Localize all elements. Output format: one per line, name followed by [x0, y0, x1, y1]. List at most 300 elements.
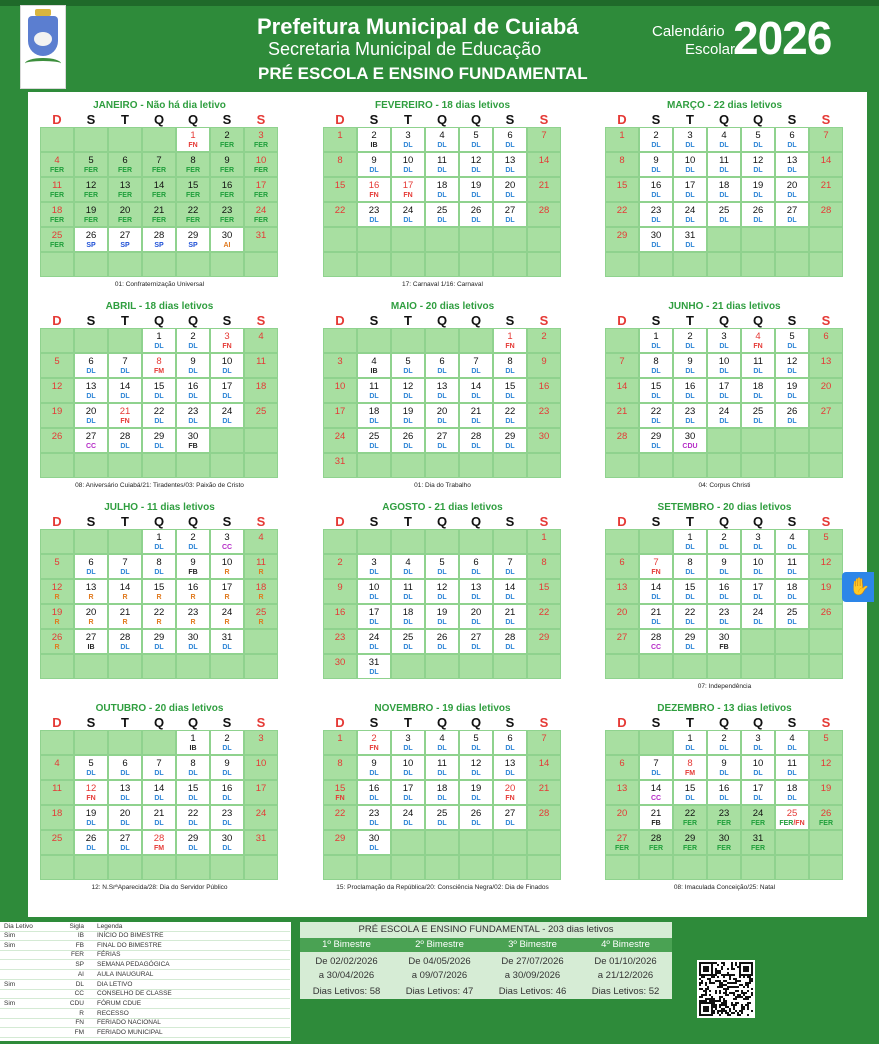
- day-tag: DL: [369, 443, 379, 450]
- empty-cell: [74, 328, 108, 353]
- day-cell: [108, 152, 142, 177]
- day-number: 16: [718, 582, 730, 593]
- day-number: 31: [255, 230, 267, 241]
- day-number: 29: [334, 833, 346, 844]
- day-number: 11: [437, 758, 447, 769]
- empty-cell: [673, 855, 707, 880]
- day-tag: DL: [719, 343, 729, 350]
- weekday-header: T: [686, 514, 694, 529]
- day-number: 2: [371, 733, 377, 744]
- day-cell: [639, 780, 673, 805]
- day-cell: [108, 227, 142, 252]
- empty-cell: [741, 252, 775, 277]
- day-number: 13: [85, 381, 97, 392]
- weekday-header: D: [617, 715, 627, 730]
- day-tag: R: [156, 619, 162, 626]
- day-tag: DL: [685, 644, 695, 651]
- day-tag: DL: [787, 167, 797, 174]
- weekday-header: S: [256, 112, 266, 127]
- day-tag: DL: [120, 820, 130, 827]
- weekday-header: Q: [470, 313, 482, 328]
- day-tag: FER: [186, 217, 200, 224]
- weekday-header: S: [86, 313, 96, 328]
- bimester-name: 3º Bimestre: [486, 938, 579, 952]
- day-tag: DL: [719, 594, 729, 601]
- day-number: 18: [786, 783, 798, 794]
- day-cell: [323, 830, 357, 855]
- day-cell: [323, 579, 357, 604]
- legend-code: FB: [75, 941, 84, 949]
- weekday-header: S: [369, 514, 379, 529]
- day-number: 8: [156, 557, 162, 568]
- day-tag: FB: [188, 443, 198, 450]
- weekday-header: D: [52, 514, 62, 529]
- day-number: 22: [684, 808, 696, 819]
- day-number: 30: [221, 230, 233, 241]
- day-tag: DL: [369, 669, 379, 676]
- day-number: 11: [719, 155, 729, 166]
- day-cell: [639, 629, 673, 654]
- day-tag: FER: [220, 217, 234, 224]
- empty-cell: [527, 855, 561, 880]
- day-tag: DL: [120, 368, 130, 375]
- day-cell: [108, 604, 142, 629]
- day-number: 3: [224, 532, 230, 543]
- month-footnote: 08: Imaculada Conceição/25: Natal: [673, 884, 776, 891]
- weekday-header: S: [821, 514, 831, 529]
- day-cell: [357, 830, 391, 855]
- day-number: 19: [85, 205, 97, 216]
- empty-cell: [425, 855, 459, 880]
- day-cell: [108, 177, 142, 202]
- empty-cell: [459, 830, 493, 855]
- day-number: 27: [119, 230, 131, 241]
- day-tag: R: [54, 594, 60, 601]
- day-number: 8: [687, 758, 693, 769]
- day-tag: DL: [651, 167, 661, 174]
- day-cell: [809, 403, 843, 428]
- day-tag: FN: [369, 745, 379, 752]
- day-cell: [707, 152, 741, 177]
- day-tag: DL: [222, 745, 232, 752]
- day-cell: [357, 353, 391, 378]
- day-number: 2: [653, 130, 659, 141]
- accessibility-button[interactable]: [842, 572, 874, 602]
- day-cell: [639, 579, 673, 604]
- day-number: 1: [190, 733, 196, 744]
- day-cell: [673, 604, 707, 629]
- day-number: 10: [368, 582, 380, 593]
- day-cell: [74, 378, 108, 403]
- empty-cell: [142, 453, 176, 478]
- day-cell: [673, 805, 707, 830]
- day-cell: [176, 805, 210, 830]
- qr-code[interactable]: [697, 960, 755, 1018]
- day-cell: [357, 579, 391, 604]
- day-cell: [391, 554, 425, 579]
- header-title: Prefeitura Municipal de Cuiabá: [257, 14, 579, 39]
- day-tag: FER: [254, 167, 268, 174]
- day-number: 26: [436, 632, 448, 643]
- day-cell: [459, 755, 493, 780]
- day-cell: [493, 378, 527, 403]
- day-number: 16: [684, 381, 696, 392]
- day-number: 5: [823, 532, 829, 543]
- day-tag: FER: [84, 217, 98, 224]
- day-number: 19: [786, 381, 798, 392]
- day-number: 15: [153, 381, 165, 392]
- legend-row: [0, 971, 290, 980]
- legend-is-school-day: Sim: [4, 941, 16, 949]
- empty-cell: [108, 730, 142, 755]
- day-number: 29: [153, 431, 165, 442]
- empty-cell: [108, 328, 142, 353]
- day-tag: DL: [787, 569, 797, 576]
- day-tag: DL: [787, 770, 797, 777]
- empty-cell: [357, 328, 391, 353]
- day-cell: [527, 353, 561, 378]
- day-cell: [357, 654, 391, 679]
- day-cell: [639, 805, 673, 830]
- day-cell: [527, 177, 561, 202]
- day-cell: [673, 579, 707, 604]
- day-cell: [74, 755, 108, 780]
- day-number: 4: [721, 130, 727, 141]
- day-tag: CC: [221, 544, 233, 551]
- day-cell: [391, 152, 425, 177]
- weekday-header: S: [651, 112, 661, 127]
- day-cell: [40, 604, 74, 629]
- day-cell: [459, 805, 493, 830]
- day-number: 22: [504, 406, 516, 417]
- day-cell: [493, 554, 527, 579]
- day-tag: DL: [437, 418, 447, 425]
- day-cell: [707, 328, 741, 353]
- empty-cell: [142, 252, 176, 277]
- day-cell: [639, 227, 673, 252]
- day-number: 23: [368, 808, 380, 819]
- day-cell: [40, 554, 74, 579]
- bimester-days: Dias Letivos: 58: [312, 986, 381, 997]
- day-cell: [244, 227, 278, 252]
- day-number: 14: [650, 783, 662, 794]
- day-tag: DL: [719, 745, 729, 752]
- day-number: 24: [255, 808, 267, 819]
- day-cell: [605, 554, 639, 579]
- day-tag: AI: [223, 242, 231, 249]
- day-number: 5: [473, 733, 479, 744]
- day-number: 3: [755, 532, 761, 543]
- day-number: 6: [619, 557, 625, 568]
- day-number: 2: [721, 733, 727, 744]
- empty-cell: [244, 654, 278, 679]
- day-tag: DL: [154, 343, 164, 350]
- day-number: 17: [752, 582, 764, 593]
- day-cell: [142, 378, 176, 403]
- day-tag: FER: [751, 820, 765, 827]
- day-tag: R: [88, 594, 94, 601]
- day-cell: [74, 830, 108, 855]
- legend-header-label: Legenda: [97, 923, 123, 930]
- day-number: 8: [190, 758, 196, 769]
- day-cell: [391, 353, 425, 378]
- day-number: 5: [789, 331, 795, 342]
- weekday-header: Q: [187, 112, 199, 127]
- day-number: 4: [54, 758, 60, 769]
- day-cell: [639, 328, 673, 353]
- day-cell: [493, 428, 527, 453]
- day-number: 12: [470, 758, 482, 769]
- day-number: 10: [718, 356, 730, 367]
- empty-cell: [425, 252, 459, 277]
- day-tag: FN: [505, 795, 515, 802]
- weekday-header: Q: [436, 514, 448, 529]
- day-cell: [210, 529, 244, 554]
- day-tag: R: [258, 569, 264, 576]
- day-number: 27: [436, 431, 448, 442]
- day-tag: DL: [787, 142, 797, 149]
- day-number: 8: [337, 155, 343, 166]
- day-cell: [176, 403, 210, 428]
- day-number: 28: [650, 632, 662, 643]
- empty-cell: [809, 428, 843, 453]
- empty-cell: [425, 830, 459, 855]
- day-number: 11: [753, 356, 763, 367]
- weekday-header: D: [335, 715, 345, 730]
- day-number: 4: [789, 733, 795, 744]
- day-tag: DL: [154, 644, 164, 651]
- day-cell: [459, 730, 493, 755]
- day-number: 1: [619, 130, 625, 141]
- day-number: 7: [823, 130, 829, 141]
- day-tag: DL: [86, 845, 96, 852]
- day-tag: DL: [403, 594, 413, 601]
- calendar-label-2: Escolar: [685, 41, 736, 58]
- day-number: 19: [85, 808, 97, 819]
- day-cell: [425, 629, 459, 654]
- day-cell: [741, 805, 775, 830]
- day-number: 1: [337, 130, 343, 141]
- day-cell: [425, 554, 459, 579]
- day-tag: DL: [369, 594, 379, 601]
- day-number: 25: [752, 406, 764, 417]
- day-tag: DL: [403, 443, 413, 450]
- day-tag: R: [224, 569, 230, 576]
- day-cell: [809, 353, 843, 378]
- day-cell: [673, 227, 707, 252]
- day-number: 4: [258, 532, 264, 543]
- day-cell: [459, 780, 493, 805]
- day-cell: [707, 554, 741, 579]
- day-number: 11: [437, 155, 447, 166]
- day-number: 7: [541, 130, 547, 141]
- weekday-header: D: [335, 313, 345, 328]
- legend-row: [0, 1029, 290, 1038]
- weekday-header: Q: [718, 112, 730, 127]
- day-cell: [673, 629, 707, 654]
- day-cell: [357, 730, 391, 755]
- day-number: 6: [619, 758, 625, 769]
- legend-row: [0, 942, 290, 951]
- day-tag: IB: [370, 142, 378, 149]
- day-number: 16: [538, 381, 550, 392]
- empty-cell: [493, 855, 527, 880]
- day-cell: [605, 227, 639, 252]
- day-tag: DL: [471, 217, 481, 224]
- weekday-header: T: [121, 514, 129, 529]
- day-cell: [40, 780, 74, 805]
- day-tag: DL: [471, 192, 481, 199]
- day-cell: [639, 604, 673, 629]
- day-tag: DL: [651, 594, 661, 601]
- day-number: 29: [187, 833, 199, 844]
- day-number: 21: [820, 180, 832, 191]
- day-cell: [673, 428, 707, 453]
- day-tag: DL: [86, 368, 96, 375]
- day-number: 9: [541, 356, 547, 367]
- day-cell: [176, 428, 210, 453]
- day-cell: [673, 378, 707, 403]
- empty-cell: [459, 529, 493, 554]
- day-number: 11: [52, 783, 62, 794]
- empty-cell: [741, 654, 775, 679]
- day-number: 21: [650, 808, 662, 819]
- weekday-header: S: [787, 715, 797, 730]
- day-cell: [741, 152, 775, 177]
- day-number: 18: [436, 783, 448, 794]
- day-tag: DL: [505, 418, 515, 425]
- empty-cell: [775, 830, 809, 855]
- legend-row: [0, 932, 290, 941]
- day-tag: DL: [505, 368, 515, 375]
- day-number: 3: [405, 130, 411, 141]
- day-cell: [323, 554, 357, 579]
- day-tag: CC: [650, 795, 662, 802]
- day-number: 19: [402, 406, 414, 417]
- empty-cell: [775, 428, 809, 453]
- day-cell: [74, 202, 108, 227]
- legend-code: FM: [74, 1029, 84, 1036]
- day-cell: [142, 755, 176, 780]
- day-number: 25: [436, 808, 448, 819]
- day-number: 17: [402, 180, 414, 191]
- day-number: 6: [823, 331, 829, 342]
- day-number: 15: [334, 180, 346, 191]
- day-cell: [809, 579, 843, 604]
- day-tag: DL: [651, 217, 661, 224]
- weekday-header: S: [787, 514, 797, 529]
- day-tag: DL: [120, 644, 130, 651]
- day-number: 21: [538, 783, 550, 794]
- day-tag: DL: [437, 820, 447, 827]
- day-tag: DL: [787, 795, 797, 802]
- day-cell: [673, 177, 707, 202]
- day-number: 18: [255, 582, 267, 593]
- day-cell: [108, 780, 142, 805]
- day-tag: DL: [685, 418, 695, 425]
- empty-cell: [775, 453, 809, 478]
- day-number: 2: [721, 532, 727, 543]
- summary-title: PRÉ ESCOLA E ENSINO FUNDAMENTAL - 203 dias letivos: [358, 924, 614, 935]
- day-cell: [527, 755, 561, 780]
- day-cell: [323, 127, 357, 152]
- weekday-header: D: [617, 313, 627, 328]
- day-tag: DL: [154, 569, 164, 576]
- day-number: 26: [470, 205, 482, 216]
- day-tag: DL: [651, 192, 661, 199]
- day-cell: [707, 177, 741, 202]
- empty-cell: [74, 252, 108, 277]
- day-cell: [244, 780, 278, 805]
- weekday-header: T: [121, 715, 129, 730]
- day-cell: [74, 579, 108, 604]
- day-tag: DL: [222, 795, 232, 802]
- day-tag: DL: [685, 368, 695, 375]
- empty-cell: [40, 252, 74, 277]
- day-number: 18: [436, 180, 448, 191]
- day-cell: [323, 654, 357, 679]
- day-number: 25: [786, 607, 798, 618]
- day-number: 18: [368, 406, 380, 417]
- day-cell: [357, 629, 391, 654]
- day-number: 9: [371, 155, 377, 166]
- empty-cell: [775, 654, 809, 679]
- weekday-header: S: [86, 112, 96, 127]
- day-cell: [323, 780, 357, 805]
- day-cell: [493, 805, 527, 830]
- day-cell: [142, 353, 176, 378]
- day-cell: [775, 730, 809, 755]
- day-number: 29: [538, 632, 550, 643]
- bimester-end: a 09/07/2026: [411, 970, 468, 981]
- day-tag: DL: [471, 167, 481, 174]
- day-tag: FER/FN: [779, 820, 805, 827]
- day-number: 12: [820, 758, 832, 769]
- weekday-header: D: [617, 112, 627, 127]
- day-number: 30: [187, 632, 199, 643]
- day-cell: [142, 403, 176, 428]
- day-cell: [741, 177, 775, 202]
- empty-cell: [40, 529, 74, 554]
- day-cell: [210, 730, 244, 755]
- day-tag: DL: [719, 418, 729, 425]
- empty-cell: [493, 654, 527, 679]
- empty-cell: [639, 855, 673, 880]
- day-tag: DL: [437, 795, 447, 802]
- day-tag: SP: [86, 242, 96, 249]
- day-number: 3: [337, 356, 343, 367]
- day-number: 8: [337, 758, 343, 769]
- day-cell: [176, 202, 210, 227]
- day-cell: [809, 202, 843, 227]
- legend-description: FINAL DO BIMESTRE: [97, 941, 162, 949]
- empty-cell: [108, 127, 142, 152]
- day-number: 19: [51, 406, 63, 417]
- empty-cell: [741, 629, 775, 654]
- day-cell: [741, 730, 775, 755]
- day-cell: [605, 629, 639, 654]
- day-cell: [459, 127, 493, 152]
- day-tag: DL: [685, 795, 695, 802]
- day-cell: [210, 755, 244, 780]
- day-tag: FER: [717, 820, 731, 827]
- legend-is-school-day: Sim: [4, 980, 16, 988]
- day-tag: DL: [651, 443, 661, 450]
- day-number: 22: [684, 607, 696, 618]
- day-cell: [391, 202, 425, 227]
- day-tag: DL: [437, 167, 447, 174]
- day-cell: [605, 177, 639, 202]
